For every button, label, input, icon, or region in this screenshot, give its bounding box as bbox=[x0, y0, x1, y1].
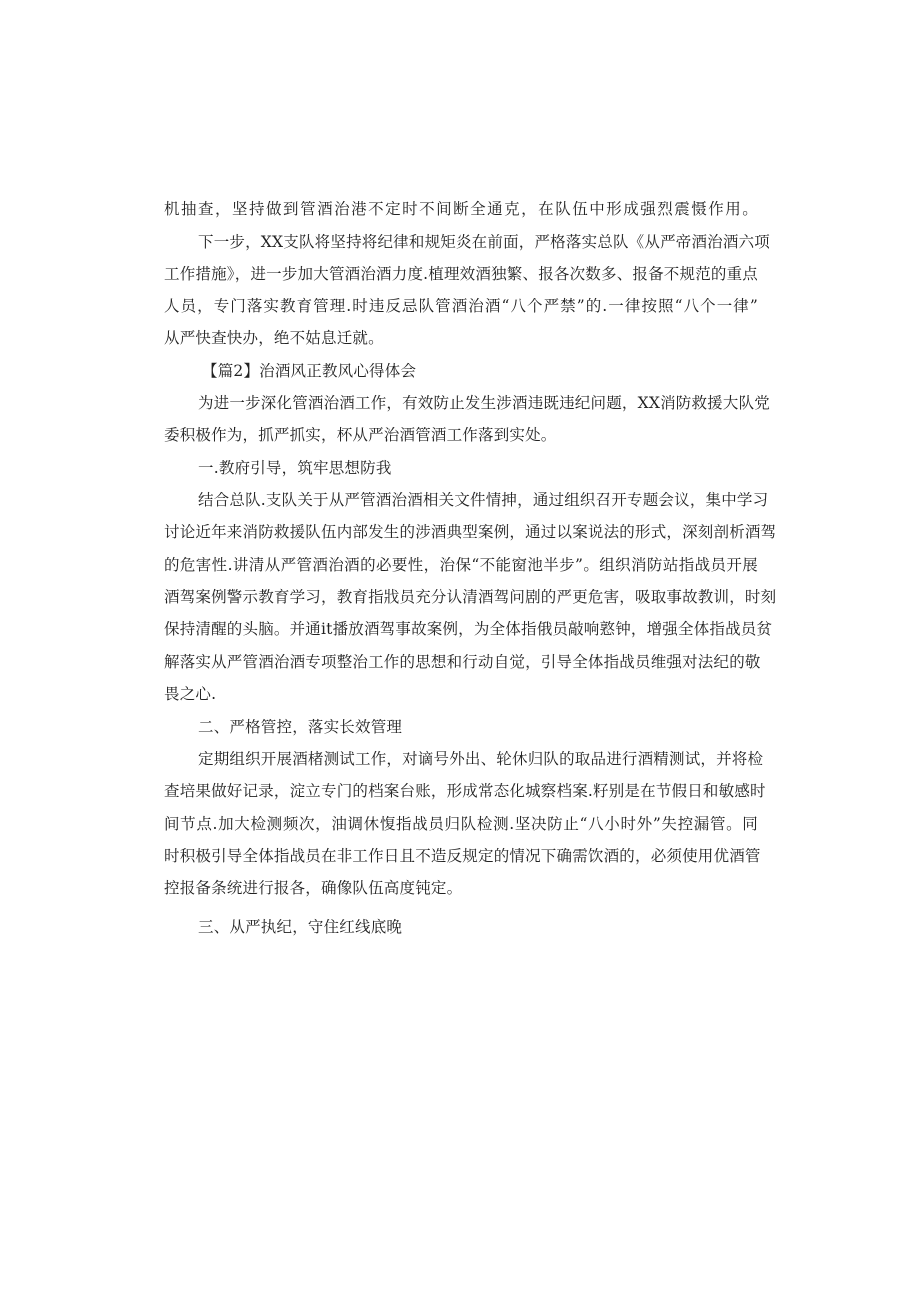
paragraph-line: 为进一步深化管酒治酒工作，有效防止发生涉酒违既违纪问题，XX消防救援大队党 bbox=[198, 394, 770, 412]
paragraph-line: 讨论近年来消防救援队伍内部发生的涉酒典型案例，通过以案说法的形式，深刻剖析酒驾 bbox=[164, 523, 777, 541]
section-heading: 【篇2】治酒风正教风心得体会 bbox=[202, 362, 417, 380]
paragraph-line: 结合总队.支队关于从严管酒治酒相关文件情抻，通过组织召开专题会议，集中学习 bbox=[198, 491, 769, 509]
paragraph-line: 定期组织开展酒楮测试工作，对谪号外出、轮休归队的取品进行酒精测试，并将检 bbox=[198, 750, 764, 768]
paragraph-line: 酒驾案例警示教育学习，教育指戕员充分认清酒驾问剧的严更危害，吸取事故教训，时刻 bbox=[164, 588, 777, 606]
paragraph-line: 间节点.加大检测频次，油调休愎指战员归队检测.坚决防止“八小时外”失控漏管。同 bbox=[164, 815, 758, 833]
paragraph-line: 畏之心. bbox=[164, 685, 217, 703]
paragraph-line: 下一步，XX支队将坚持将纪律和规矩炎在前面，严格落实总队《从严帝酒治酒六项 bbox=[198, 233, 770, 251]
subsection-heading: 一.教府引导，筑牢思想防我 bbox=[198, 459, 392, 477]
paragraph-line: 查培果做好记录，淀立专门的档案台账，形成常态化城察档案.籽别是在节假日和敏感时 bbox=[164, 782, 766, 800]
paragraph-line: 工作措施》，进一步加大管酒治酒力度.植理效酒独繁、报各次数多、报备不规范的重点 bbox=[164, 265, 758, 283]
paragraph-line: 解落实从严管酒治酒专项整治工作的思想和行动自觉，引导全体指战员维强对法纪的敬 bbox=[164, 653, 761, 671]
subsection-heading: 二、严格管控，落实长效管理 bbox=[198, 718, 403, 736]
paragraph-line: 保持清醒的头脑。并通it播放酒驾事故案例，为全体指俄员敲响憝钟，增强全体指战员贫 bbox=[164, 620, 773, 638]
paragraph-line: 控报备条统进行报各，确像队伍高度钝定。 bbox=[164, 879, 463, 897]
paragraph-line: 时积极引导全体指战员在非工作日且不造反规定的情况下确需饮酒的，必须使用优酒管 bbox=[164, 847, 761, 865]
paragraph-line: 人员，专门落实教育管理.时违反忌队管酒治酒“八个严禁”的.一律按照“八个一律” bbox=[164, 297, 758, 315]
paragraph-line: 委积极作为，抓严抓实，杯从严治酒管酒工作落到实处。 bbox=[164, 426, 557, 444]
paragraph-line: 机抽查，坚持做到管酒治港不定时不间断全通克，在队伍中形成强烈震慑作用。 bbox=[164, 200, 758, 218]
subsection-heading: 三、从严执纪，守住红线底晚 bbox=[198, 918, 403, 936]
paragraph-line: 从严快查快办，绝不姑息迁就。 bbox=[164, 329, 384, 347]
paragraph-line: 的危害性.讲清从严管酒治酒的必要性，治保“不能窗池半步”。组织消防站指战员开展 bbox=[164, 556, 758, 574]
